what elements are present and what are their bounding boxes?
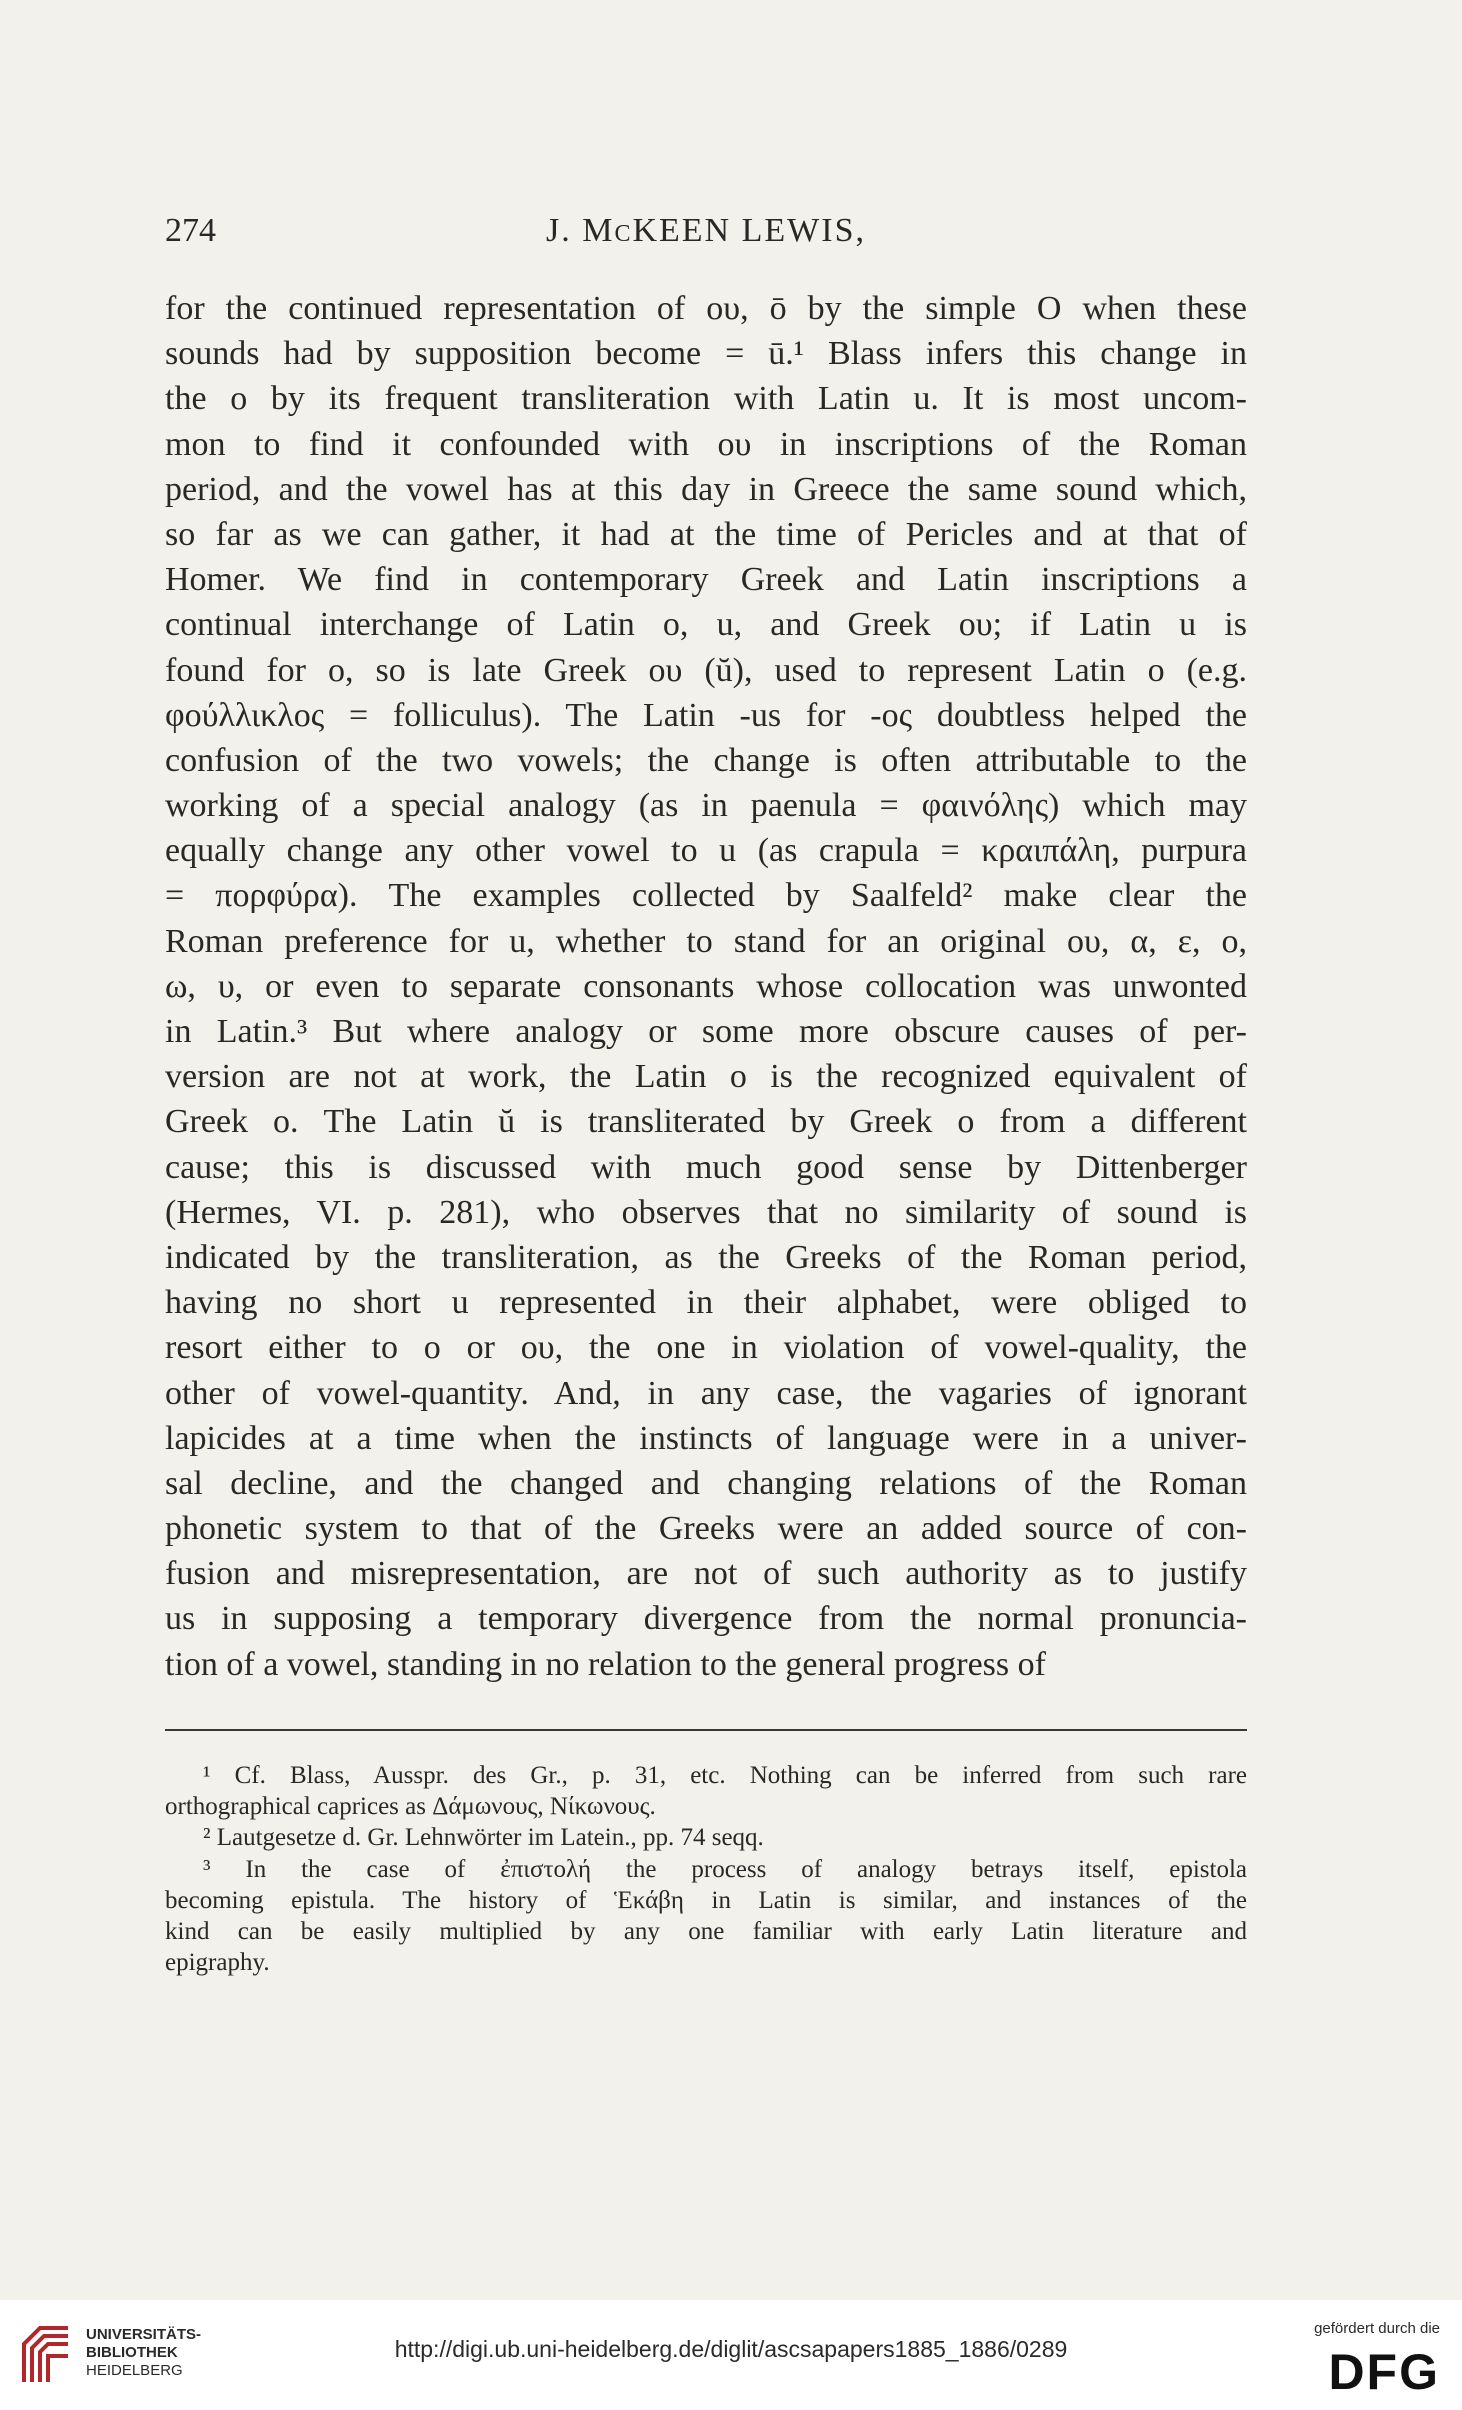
footnote-line: becoming epistula. The history of Ἑκάβη in Latin is similar, and instances of the xyxy=(165,1886,1247,1914)
body-line: phonetic system to that of the Greeks were an added source of con- xyxy=(165,1510,1247,1548)
body-line: mon to find it confounded with ου in inscriptions of the Roman xyxy=(165,425,1247,463)
body-line: the ο by its frequent transliteration with Latin u. It is most uncom- xyxy=(165,380,1247,418)
body-line: having no short u represented in their alphabet, were obliged to xyxy=(165,1284,1247,1322)
body-line: fusion and misrepresentation, are not of such authority as to justify xyxy=(165,1555,1247,1593)
dfg-logo: DFG xyxy=(1328,2344,1440,2400)
footnote-line: ¹ Cf. Blass, Ausspr. des Gr., p. 31, etc. Nothing can be inferred from such rare xyxy=(203,1762,1247,1789)
footnote-line: ² Lautgesetze d. Gr. Lehnwörter im Latein., pp. 74 seqq. xyxy=(203,1824,764,1852)
body-line: found for ο, so is late Greek ου (ŭ), used to represent Latin o (e.g. xyxy=(165,651,1247,689)
running-title: J. McKEEN LEWIS, xyxy=(546,212,866,249)
body-line: Homer. We find in contemporary Greek and Latin inscriptions a xyxy=(165,561,1247,599)
footnote-line: orthographical caprices as Δάμωνους, Νίκωνους. xyxy=(165,1793,656,1821)
body-line: for the continued representation of ου, ō by the simple O when these xyxy=(165,290,1247,327)
body-line: version are not at work, the Latin o is the recognized equivalent of xyxy=(165,1058,1247,1096)
body-line: sal decline, and the changed and changing relations of the Roman xyxy=(165,1464,1247,1502)
body-line: resort either to ο or ου, the one in violation of vowel-quality, the xyxy=(165,1329,1247,1367)
body-line: Roman preference for u, whether to stand for an original ου, α, ε, ο, xyxy=(165,922,1247,960)
library-name: UNIVERSITÄTS- BIBLIOTHEK HEIDELBERG xyxy=(86,2326,202,2379)
body-line: lapicides at a time when the instincts of language were in a univer- xyxy=(165,1419,1247,1457)
body-line: (Hermes, VI. p. 281), who observes that no similarity of sound is xyxy=(165,1193,1247,1231)
body-line: confusion of the two vowels; the change is often attributable to the xyxy=(165,741,1247,779)
body-line: cause; this is discussed with much good sense by Dittenberger xyxy=(165,1148,1247,1186)
body-line: = πορφύρα). The examples collected by Saalfeld² make clear the xyxy=(165,877,1247,915)
body-line: sounds had by supposition become = ū.¹ Blass infers this change in xyxy=(165,335,1247,373)
source-url-link[interactable]: http://digi.ub.uni-heidelberg.de/diglit/ascsapapers1885_1886/0289 xyxy=(394,2336,1068,2362)
footnotes xyxy=(165,1760,1247,1978)
body-line: equally change any other vowel to u (as crapula = κραιπάλη, purpura xyxy=(165,832,1247,870)
running-head xyxy=(165,212,1247,252)
page-number: 274 xyxy=(165,212,216,249)
body-line: ω, υ, or even to separate consonants whose collocation was unwonted xyxy=(165,967,1247,1005)
body-line: Greek ο. The Latin ŭ is transliterated by Greek ο from a different xyxy=(165,1103,1247,1141)
footnote-line: kind can be easily multiplied by any one familiar with early Latin literature and xyxy=(165,1917,1247,1945)
body-line: φούλλικλος = folliculus). The Latin -us for -ος doubtless helped the xyxy=(165,696,1247,734)
digitization-footer xyxy=(0,2300,1462,2410)
footnote-line: epigraphy. xyxy=(165,1949,270,1977)
body-line: indicated by the transliteration, as the Greeks of the Roman period, xyxy=(165,1238,1247,1276)
body-line: period, and the vowel has at this day in Greece the same sound which, xyxy=(165,470,1247,508)
footnote-line: ³ In the case of ἐπιστολή the process of analogy betrays itself, epistola xyxy=(203,1855,1247,1883)
funding-note: gefördert durch die xyxy=(1314,2320,1440,2337)
body-line: so far as we can gather, it had at the time of Pericles and at that of xyxy=(165,515,1247,553)
body-line: tion of a vowel, standing in no relation to the general progress of xyxy=(165,1645,1046,1683)
footnote-rule xyxy=(165,1729,1247,1731)
body-line: other of vowel-quantity. And, in any case, the vagaries of ignorant xyxy=(165,1374,1247,1412)
body-line: in Latin.³ But where analogy or some more obscure causes of per- xyxy=(165,1013,1247,1050)
body-line: working of a special analogy (as in paenula = φαινόλης) which may xyxy=(165,787,1247,825)
body-text xyxy=(165,286,1247,1687)
body-line: continual interchange of Latin o, u, and Greek ου; if Latin u is xyxy=(165,606,1247,644)
body-line: us in supposing a temporary divergence from the normal pronuncia- xyxy=(165,1600,1247,1638)
